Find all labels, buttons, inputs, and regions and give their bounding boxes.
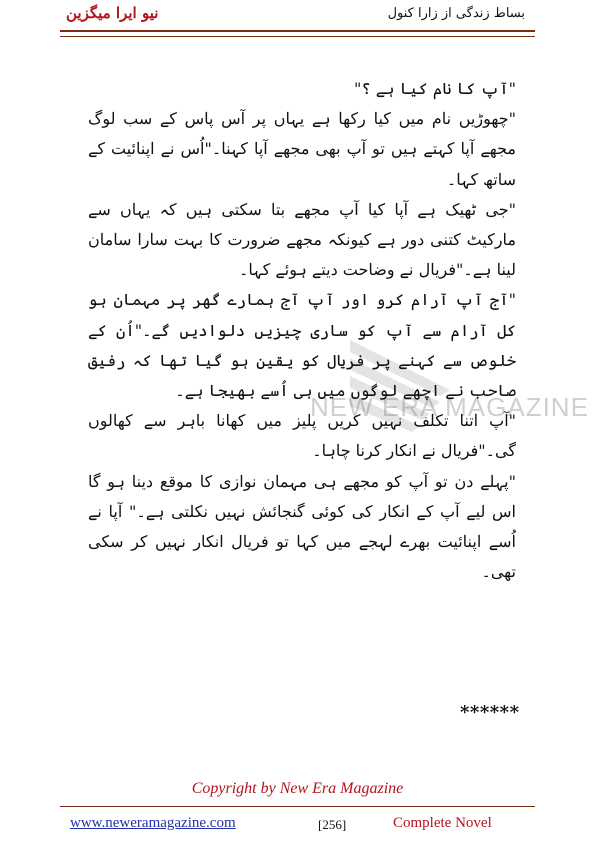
page-number: [256] xyxy=(318,817,347,832)
watermark-text: NEW ERA MAGAZINE xyxy=(310,392,589,422)
header-rule xyxy=(60,30,535,37)
scene-separator: ****** xyxy=(460,702,520,723)
copyright-line: Copyright by New Era Magazine xyxy=(191,780,404,797)
paragraph-1: "آپ کا نام کیا ہے ؟" xyxy=(353,79,516,98)
novel-title-author: بساط زندگی از زارا کنول xyxy=(387,6,525,21)
footer-rule xyxy=(60,806,535,807)
paragraph-6: "پہلے دن تو آپ کو مجھے ہی مہمان نوازی کا موقع دینا ہو گا اس لیے آپ کے انکار کی کوئی گنجائش نہیں نکلتی ہے۔" آپا نے اُسے اپنائیت بھرے لہجے میں کہا تو فریال انکار نہیں کر سکی تھی۔ xyxy=(88,471,516,582)
paragraph-3: "جی ٹھیک ہے آپا کیا آپ مجھے بتا سکتی ہیں کہ یہاں سے مارکیٹ کتنی دور ہے کیونکہ مجھے ضرورت کا بہت سارا سامان لینا ہے۔"فریال نے وضاحت دیتے ہوئے کہا۔ xyxy=(88,199,516,280)
category-label: Complete Novel xyxy=(393,815,492,831)
paragraph-4: "آج آپ آرام کرو اور آپ آج ہمارے گھر پر مہمان ہو کل آرام سے آپ کو ساری چیزیں دلوادیں گے۔"اُن کے خلوص سے کہنے پر فریال کو یقین ہو گیا تھا کہ رفیق صاحب نے اچھے لوگوں میں ہی اُسے بھیجا ہے۔ xyxy=(88,290,516,401)
story-text xyxy=(88,74,516,587)
magazine-name: نیو ایرا میگزین xyxy=(66,4,159,22)
paragraph-5: "آپ اتنا تکلف نہیں کریں پلیز میں کھانا باہر سے کھالوں گی۔"فریال نے انکار کرنا چاہا۔ xyxy=(88,411,516,461)
website-link[interactable]: www.neweramagazine.com xyxy=(70,815,236,831)
paragraph-2: "چھوڑیں نام میں کیا رکھا ہے یہاں پر آس پاس کے سب لوگ مجھے آپا کہتے ہیں تو آپ بھی مجھے آپا کہنا۔"اُس نے اپنائیت کے ساتھ کہا۔ xyxy=(88,109,516,189)
